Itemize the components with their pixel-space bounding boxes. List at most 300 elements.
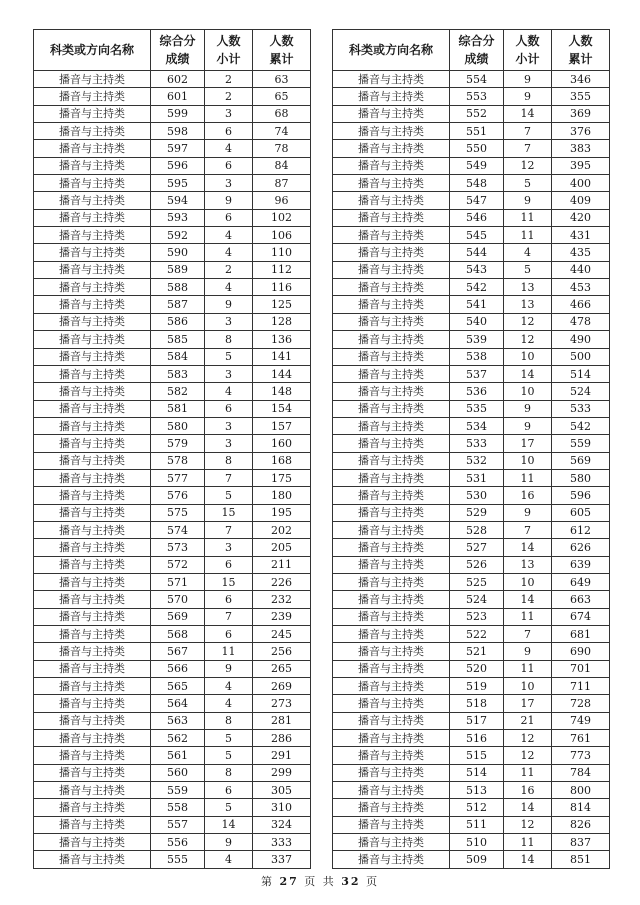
cumulative-cell: 87 — [253, 175, 311, 192]
category-cell: 播音与主持类 — [34, 695, 151, 712]
header-cumulative: 人数 累计 — [253, 30, 311, 71]
cumulative-cell: 65 — [253, 88, 311, 105]
category-cell: 播音与主持类 — [333, 521, 450, 538]
score-cell: 551 — [450, 123, 504, 140]
footer-prefix: 第 — [260, 875, 274, 888]
count-cell: 6 — [205, 400, 253, 417]
category-cell: 播音与主持类 — [333, 573, 450, 590]
table-row — [34, 469, 311, 486]
score-cell: 544 — [450, 244, 504, 261]
score-cell: 566 — [151, 660, 205, 677]
cumulative-cell: 106 — [253, 227, 311, 244]
table-row — [333, 695, 610, 712]
category-cell: 播音与主持类 — [34, 834, 151, 851]
score-cell: 521 — [450, 643, 504, 660]
table-row — [34, 678, 311, 695]
table-row — [34, 643, 311, 660]
category-cell: 播音与主持类 — [333, 244, 450, 261]
cumulative-cell: 112 — [253, 261, 311, 278]
table-row — [333, 227, 610, 244]
count-cell: 7 — [504, 123, 552, 140]
score-cell: 597 — [151, 140, 205, 157]
score-cell: 598 — [151, 123, 205, 140]
count-cell: 16 — [504, 782, 552, 799]
count-cell: 8 — [205, 452, 253, 469]
category-cell: 播音与主持类 — [34, 573, 151, 590]
header-score: 综合分 成绩 — [450, 30, 504, 71]
table-row — [34, 227, 311, 244]
count-cell: 17 — [504, 695, 552, 712]
footer-suffix: 页 — [366, 875, 380, 888]
table-row — [333, 123, 610, 140]
category-cell: 播音与主持类 — [34, 504, 151, 521]
table-row — [333, 851, 610, 868]
score-cell: 554 — [450, 71, 504, 88]
table-row — [333, 417, 610, 434]
category-cell: 播音与主持类 — [333, 608, 450, 625]
category-cell: 播音与主持类 — [34, 452, 151, 469]
category-cell: 播音与主持类 — [333, 71, 450, 88]
category-cell: 播音与主持类 — [333, 261, 450, 278]
score-cell: 561 — [151, 747, 205, 764]
category-cell: 播音与主持类 — [34, 816, 151, 833]
category-cell: 播音与主持类 — [333, 556, 450, 573]
cumulative-cell: 141 — [253, 348, 311, 365]
category-cell: 播音与主持类 — [333, 105, 450, 122]
score-cell: 513 — [450, 782, 504, 799]
category-cell: 播音与主持类 — [333, 296, 450, 313]
cumulative-cell: 580 — [552, 469, 610, 486]
table-row — [34, 88, 311, 105]
category-cell: 播音与主持类 — [34, 643, 151, 660]
cumulative-cell: 383 — [552, 140, 610, 157]
cumulative-cell: 431 — [552, 227, 610, 244]
category-cell: 播音与主持类 — [333, 400, 450, 417]
score-cell: 577 — [151, 469, 205, 486]
category-cell: 播音与主持类 — [34, 296, 151, 313]
category-cell: 播音与主持类 — [34, 799, 151, 816]
table-row — [333, 608, 610, 625]
table-row — [333, 799, 610, 816]
category-cell: 播音与主持类 — [34, 417, 151, 434]
table-row — [34, 209, 311, 226]
table-row — [333, 678, 610, 695]
count-cell: 11 — [504, 834, 552, 851]
category-cell: 播音与主持类 — [34, 209, 151, 226]
cumulative-cell: 605 — [552, 504, 610, 521]
score-cell: 562 — [151, 730, 205, 747]
category-cell: 播音与主持类 — [333, 348, 450, 365]
count-cell: 13 — [504, 279, 552, 296]
category-cell: 播音与主持类 — [333, 626, 450, 643]
table-row — [333, 816, 610, 833]
score-cell: 543 — [450, 261, 504, 278]
table-row — [333, 209, 610, 226]
count-cell: 11 — [504, 469, 552, 486]
table-row — [333, 296, 610, 313]
table-row — [34, 712, 311, 729]
footer-middle: 页 共 — [304, 875, 336, 888]
score-cell: 594 — [151, 192, 205, 209]
count-cell: 10 — [504, 452, 552, 469]
category-cell: 播音与主持类 — [333, 209, 450, 226]
count-cell: 6 — [205, 157, 253, 174]
table-row — [333, 747, 610, 764]
score-cell: 519 — [450, 678, 504, 695]
table-row — [34, 695, 311, 712]
count-cell: 14 — [504, 799, 552, 816]
category-cell: 播音与主持类 — [333, 192, 450, 209]
count-cell: 7 — [205, 521, 253, 538]
table-row — [333, 175, 610, 192]
score-cell: 547 — [450, 192, 504, 209]
table-row — [34, 504, 311, 521]
count-cell: 7 — [504, 626, 552, 643]
cumulative-cell: 226 — [253, 573, 311, 590]
cumulative-cell: 674 — [552, 608, 610, 625]
cumulative-cell: 144 — [253, 365, 311, 382]
count-cell: 2 — [205, 88, 253, 105]
cumulative-cell: 157 — [253, 417, 311, 434]
table-row — [34, 261, 311, 278]
category-cell: 播音与主持类 — [34, 313, 151, 330]
count-cell: 3 — [205, 417, 253, 434]
count-cell: 9 — [504, 400, 552, 417]
count-cell: 7 — [504, 521, 552, 538]
cumulative-cell: 269 — [253, 678, 311, 695]
category-cell: 播音与主持类 — [333, 487, 450, 504]
cumulative-cell: 333 — [253, 834, 311, 851]
category-cell: 播音与主持类 — [333, 816, 450, 833]
score-cell: 524 — [450, 591, 504, 608]
category-cell: 播音与主持类 — [333, 591, 450, 608]
count-cell: 14 — [504, 105, 552, 122]
category-cell: 播音与主持类 — [34, 626, 151, 643]
table-row — [34, 105, 311, 122]
count-cell: 7 — [205, 469, 253, 486]
cumulative-cell: 533 — [552, 400, 610, 417]
score-cell: 596 — [151, 157, 205, 174]
category-cell: 播音与主持类 — [34, 539, 151, 556]
table-row — [34, 313, 311, 330]
table-row — [34, 626, 311, 643]
score-cell: 512 — [450, 799, 504, 816]
category-cell: 播音与主持类 — [34, 175, 151, 192]
category-cell: 播音与主持类 — [333, 279, 450, 296]
count-cell: 7 — [205, 608, 253, 625]
header-cumulative: 人数 累计 — [552, 30, 610, 71]
footer-page-number: 27 — [279, 875, 299, 888]
cumulative-cell: 128 — [253, 313, 311, 330]
score-cell: 546 — [450, 209, 504, 226]
category-cell: 播音与主持类 — [34, 383, 151, 400]
cumulative-cell: 136 — [253, 331, 311, 348]
count-cell: 11 — [504, 227, 552, 244]
score-cell: 579 — [151, 435, 205, 452]
score-table-right — [332, 29, 610, 869]
count-cell: 21 — [504, 712, 552, 729]
cumulative-cell: 78 — [253, 140, 311, 157]
table-row — [333, 88, 610, 105]
cumulative-cell: 175 — [253, 469, 311, 486]
header-category: 科类或方向名称 — [333, 30, 450, 71]
category-cell: 播音与主持类 — [333, 227, 450, 244]
count-cell: 2 — [205, 71, 253, 88]
count-cell: 11 — [504, 209, 552, 226]
count-cell: 6 — [205, 782, 253, 799]
cumulative-cell: 773 — [552, 747, 610, 764]
table-row — [333, 521, 610, 538]
count-cell: 11 — [504, 608, 552, 625]
cumulative-cell: 596 — [552, 487, 610, 504]
category-cell: 播音与主持类 — [333, 417, 450, 434]
score-cell: 553 — [450, 88, 504, 105]
count-cell: 9 — [205, 660, 253, 677]
count-cell: 6 — [205, 123, 253, 140]
header-score: 综合分 成绩 — [151, 30, 205, 71]
cumulative-cell: 728 — [552, 695, 610, 712]
cumulative-cell: 180 — [253, 487, 311, 504]
score-cell: 539 — [450, 331, 504, 348]
score-cell: 532 — [450, 452, 504, 469]
category-cell: 播音与主持类 — [34, 469, 151, 486]
cumulative-cell: 466 — [552, 296, 610, 313]
table-row — [333, 730, 610, 747]
cumulative-cell: 500 — [552, 348, 610, 365]
table-row — [333, 279, 610, 296]
count-cell: 4 — [205, 140, 253, 157]
count-cell: 9 — [504, 643, 552, 660]
score-cell: 518 — [450, 695, 504, 712]
category-cell: 播音与主持类 — [333, 383, 450, 400]
category-cell: 播音与主持类 — [34, 678, 151, 695]
count-cell: 6 — [205, 209, 253, 226]
category-cell: 播音与主持类 — [333, 539, 450, 556]
cumulative-cell: 256 — [253, 643, 311, 660]
cumulative-cell: 324 — [253, 816, 311, 833]
table-row — [34, 799, 311, 816]
table-row — [34, 539, 311, 556]
table-row — [333, 626, 610, 643]
count-cell: 8 — [205, 712, 253, 729]
table-row — [333, 261, 610, 278]
table-row — [34, 348, 311, 365]
score-cell: 560 — [151, 764, 205, 781]
count-cell: 9 — [504, 71, 552, 88]
score-cell: 575 — [151, 504, 205, 521]
score-cell: 522 — [450, 626, 504, 643]
category-cell: 播音与主持类 — [34, 747, 151, 764]
score-cell: 510 — [450, 834, 504, 851]
cumulative-cell: 690 — [552, 643, 610, 660]
score-cell: 595 — [151, 175, 205, 192]
score-cell: 580 — [151, 417, 205, 434]
count-cell: 2 — [205, 261, 253, 278]
category-cell: 播音与主持类 — [333, 660, 450, 677]
count-cell: 9 — [205, 834, 253, 851]
cumulative-cell: 310 — [253, 799, 311, 816]
table-row — [333, 244, 610, 261]
score-cell: 564 — [151, 695, 205, 712]
category-cell: 播音与主持类 — [34, 244, 151, 261]
score-cell: 590 — [151, 244, 205, 261]
cumulative-cell: 369 — [552, 105, 610, 122]
score-cell: 534 — [450, 417, 504, 434]
cumulative-cell: 239 — [253, 608, 311, 625]
table-row — [333, 643, 610, 660]
cumulative-cell: 490 — [552, 331, 610, 348]
score-cell: 528 — [450, 521, 504, 538]
count-cell: 5 — [504, 261, 552, 278]
cumulative-cell: 639 — [552, 556, 610, 573]
category-cell: 播音与主持类 — [34, 279, 151, 296]
header-count: 人数 小计 — [504, 30, 552, 71]
table-row — [34, 279, 311, 296]
cumulative-cell: 542 — [552, 417, 610, 434]
category-cell: 播音与主持类 — [333, 313, 450, 330]
score-cell: 535 — [450, 400, 504, 417]
cumulative-cell: 814 — [552, 799, 610, 816]
score-cell: 588 — [151, 279, 205, 296]
category-cell: 播音与主持类 — [34, 764, 151, 781]
count-cell: 14 — [504, 365, 552, 382]
score-cell: 583 — [151, 365, 205, 382]
cumulative-cell: 800 — [552, 782, 610, 799]
cumulative-cell: 649 — [552, 573, 610, 590]
count-cell: 5 — [205, 348, 253, 365]
count-cell: 12 — [504, 730, 552, 747]
table-row — [333, 504, 610, 521]
category-cell: 播音与主持类 — [34, 660, 151, 677]
count-cell: 4 — [205, 851, 253, 868]
category-cell: 播音与主持类 — [34, 487, 151, 504]
cumulative-cell: 395 — [552, 157, 610, 174]
count-cell: 12 — [504, 157, 552, 174]
table-row — [34, 192, 311, 209]
score-cell: 537 — [450, 365, 504, 382]
category-cell: 播音与主持类 — [333, 678, 450, 695]
score-cell: 515 — [450, 747, 504, 764]
score-cell: 558 — [151, 799, 205, 816]
category-cell: 播音与主持类 — [34, 261, 151, 278]
footer-total-pages: 32 — [341, 875, 361, 888]
table-row — [34, 660, 311, 677]
cumulative-cell: 195 — [253, 504, 311, 521]
table-row — [333, 712, 610, 729]
category-cell: 播音与主持类 — [34, 227, 151, 244]
category-cell: 播音与主持类 — [34, 348, 151, 365]
category-cell: 播音与主持类 — [333, 712, 450, 729]
count-cell: 3 — [205, 435, 253, 452]
table-row — [34, 452, 311, 469]
count-cell: 11 — [205, 643, 253, 660]
table-row — [333, 469, 610, 486]
cumulative-cell: 102 — [253, 209, 311, 226]
cumulative-cell: 273 — [253, 695, 311, 712]
count-cell: 10 — [504, 573, 552, 590]
score-cell: 593 — [151, 209, 205, 226]
category-cell: 播音与主持类 — [34, 331, 151, 348]
score-cell: 586 — [151, 313, 205, 330]
table-row — [34, 573, 311, 590]
score-cell: 576 — [151, 487, 205, 504]
score-cell: 585 — [151, 331, 205, 348]
table-row — [34, 834, 311, 851]
cumulative-cell: 355 — [552, 88, 610, 105]
cumulative-cell: 420 — [552, 209, 610, 226]
table-row — [333, 452, 610, 469]
count-cell: 8 — [205, 331, 253, 348]
cumulative-cell: 211 — [253, 556, 311, 573]
table-row — [34, 157, 311, 174]
table-row — [34, 851, 311, 868]
cumulative-cell: 74 — [253, 123, 311, 140]
score-cell: 573 — [151, 539, 205, 556]
count-cell: 5 — [504, 175, 552, 192]
count-cell: 13 — [504, 296, 552, 313]
count-cell: 12 — [504, 747, 552, 764]
cumulative-cell: 826 — [552, 816, 610, 833]
cumulative-cell: 701 — [552, 660, 610, 677]
score-cell: 599 — [151, 105, 205, 122]
cumulative-cell: 837 — [552, 834, 610, 851]
score-cell: 565 — [151, 678, 205, 695]
score-cell: 557 — [151, 816, 205, 833]
score-cell: 514 — [450, 764, 504, 781]
table-row — [34, 244, 311, 261]
score-cell: 540 — [450, 313, 504, 330]
cumulative-cell: 305 — [253, 782, 311, 799]
category-cell: 播音与主持类 — [333, 764, 450, 781]
score-cell: 516 — [450, 730, 504, 747]
category-cell: 播音与主持类 — [333, 851, 450, 868]
category-cell: 播音与主持类 — [34, 400, 151, 417]
score-cell: 525 — [450, 573, 504, 590]
table-row — [34, 816, 311, 833]
score-cell: 548 — [450, 175, 504, 192]
count-cell: 8 — [205, 764, 253, 781]
category-cell: 播音与主持类 — [333, 88, 450, 105]
count-cell: 7 — [504, 140, 552, 157]
cumulative-cell: 299 — [253, 764, 311, 781]
page-footer — [0, 873, 640, 889]
cumulative-cell: 711 — [552, 678, 610, 695]
category-cell: 播音与主持类 — [333, 157, 450, 174]
cumulative-cell: 784 — [552, 764, 610, 781]
table-row — [333, 331, 610, 348]
count-cell: 5 — [205, 730, 253, 747]
count-cell: 9 — [504, 192, 552, 209]
table-row — [34, 383, 311, 400]
count-cell: 12 — [504, 816, 552, 833]
count-cell: 12 — [504, 331, 552, 348]
score-cell: 530 — [450, 487, 504, 504]
score-cell: 592 — [151, 227, 205, 244]
category-cell: 播音与主持类 — [333, 782, 450, 799]
table-row — [333, 140, 610, 157]
table-row — [333, 348, 610, 365]
cumulative-cell: 84 — [253, 157, 311, 174]
score-cell: 602 — [151, 71, 205, 88]
score-cell: 526 — [450, 556, 504, 573]
score-cell: 563 — [151, 712, 205, 729]
score-cell: 569 — [151, 608, 205, 625]
cumulative-cell: 524 — [552, 383, 610, 400]
score-cell: 509 — [450, 851, 504, 868]
count-cell: 4 — [205, 227, 253, 244]
category-cell: 播音与主持类 — [34, 140, 151, 157]
count-cell: 17 — [504, 435, 552, 452]
